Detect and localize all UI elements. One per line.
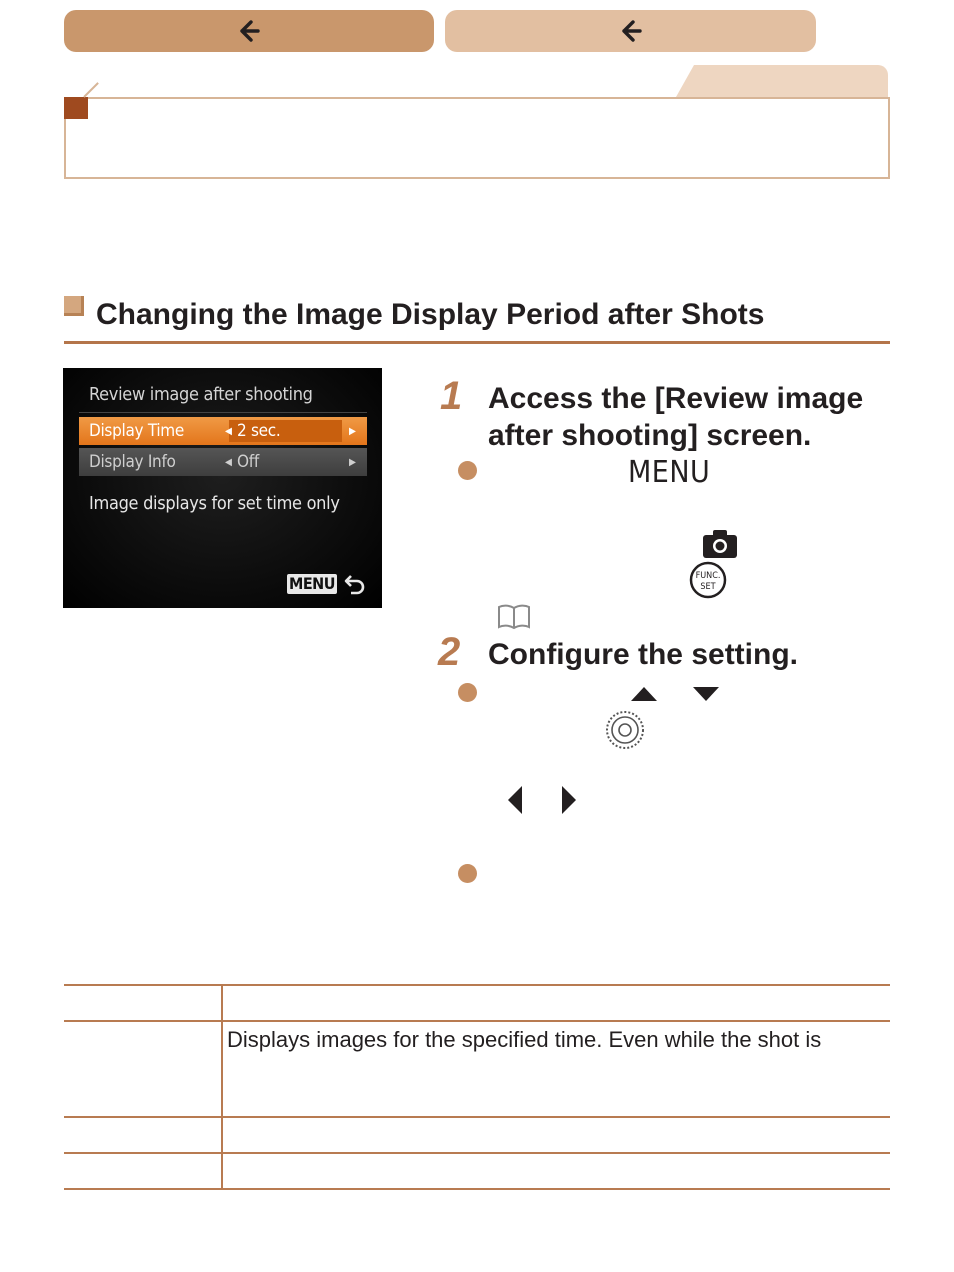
menu-row-display-info [79, 448, 367, 476]
screen-divider [79, 412, 367, 413]
screen-title: Review image after shooting [89, 384, 313, 405]
table-cell-description: Displays images for the specified time. Even while the shot is [227, 1027, 822, 1052]
step-title-line: Access the [Review image [488, 382, 864, 415]
menu-row-value: Off [237, 452, 259, 472]
bullet [458, 461, 477, 480]
step-number: 1 [440, 374, 463, 418]
table-border [64, 1152, 890, 1154]
step-title: Configure the setting. [488, 638, 798, 671]
table-border [64, 1188, 890, 1190]
left-arrow-icon: ◀ [225, 425, 232, 437]
camera-icon [702, 529, 738, 559]
svg-text:FUNC.: FUNC. [695, 571, 721, 581]
menu-row-label: Display Time [89, 421, 185, 441]
section-marker-icon [64, 296, 84, 316]
step-title [488, 380, 863, 454]
func-set-icon [689, 561, 727, 599]
bullet [458, 864, 477, 883]
section-title: Changing the Image Display Period after Shots [96, 298, 765, 331]
nav-back-button[interactable] [64, 10, 434, 52]
book-icon [496, 603, 532, 631]
left-arrow-icon [237, 19, 261, 43]
right-arrow-icon [560, 785, 578, 815]
table-column-divider [221, 984, 223, 1190]
step-title-line: after shooting] screen. [488, 419, 812, 452]
section-divider [64, 341, 890, 344]
header-marker [64, 97, 88, 119]
menu-row-value: 2 sec. [237, 421, 281, 441]
menu-row-display-time [79, 417, 367, 445]
screen-info-text: Image displays for set time only [89, 493, 340, 514]
camera-screen [63, 368, 382, 608]
left-arrow-icon [619, 19, 643, 43]
step-number: 2 [438, 630, 461, 674]
chapter-tab [676, 65, 888, 97]
right-arrow-icon: ▶ [349, 456, 356, 468]
left-arrow-icon: ◀ [225, 456, 232, 468]
header-box [64, 97, 890, 179]
menu-row-label: Display Info [89, 452, 176, 472]
left-arrow-icon [506, 785, 524, 815]
svg-text:SET: SET [700, 582, 716, 592]
menu-button-label: MENU [628, 455, 711, 490]
up-arrow-icon [630, 686, 658, 702]
return-arrow-icon [343, 571, 367, 595]
table-border [64, 984, 890, 986]
down-arrow-icon [692, 686, 720, 702]
menu-button-label: MENU [289, 574, 335, 593]
nav-previous-button[interactable] [445, 10, 816, 52]
header-marker-line [83, 82, 99, 98]
right-arrow-icon: ▶ [349, 425, 356, 437]
table-border [64, 1116, 890, 1118]
bullet [458, 683, 477, 702]
table-border [64, 1020, 890, 1022]
control-dial-icon [605, 710, 645, 750]
